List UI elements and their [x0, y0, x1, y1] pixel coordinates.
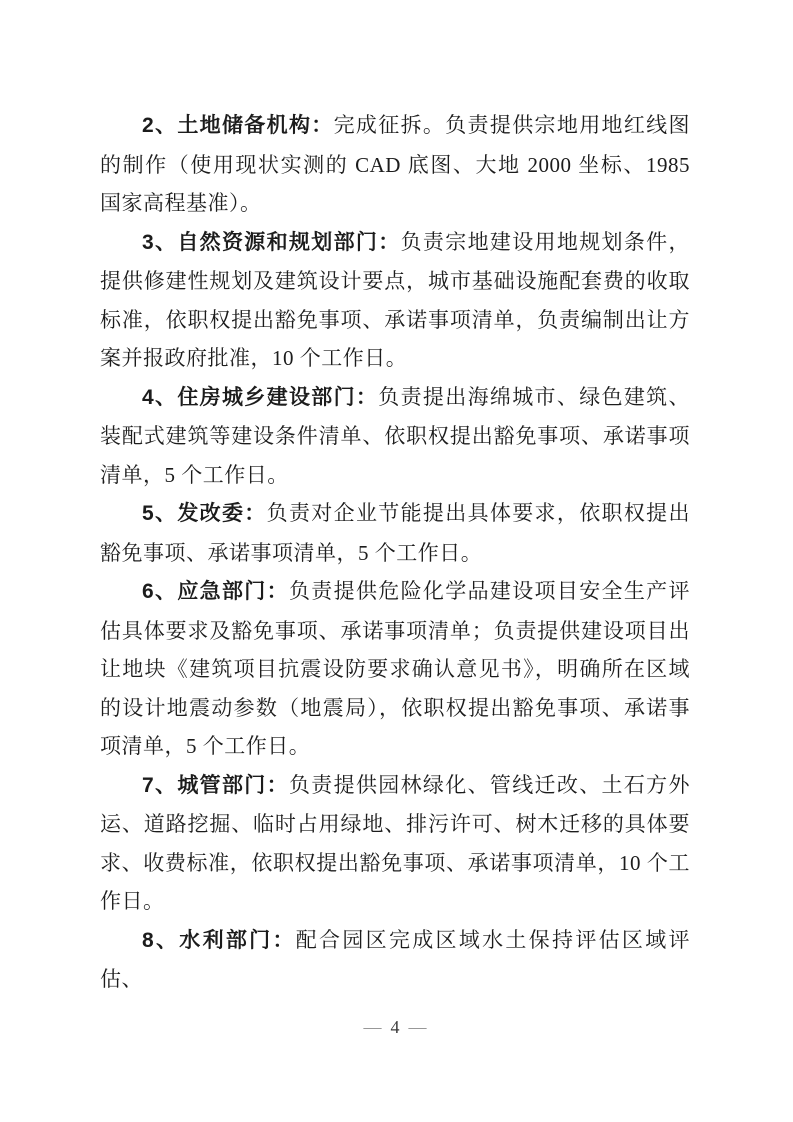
- paragraph-3-text: 负责宗地建设用地规划条件，提供修建性规划及建筑设计要点，城市基础设施配套费的收取标准，依职权提出豁免事项、承诺事项清单，负责编制出让方案并报政府批准，10 个工作日。: [100, 229, 690, 370]
- footer-dash-right: —: [408, 1017, 430, 1037]
- paragraph-7-label: 7、城管部门：: [142, 773, 289, 797]
- paragraph-item-2: [100, 106, 690, 223]
- paragraph-5-text: 负责对企业节能提出具体要求，依职权提出豁免事项、承诺事项清单，5 个工作日。: [100, 501, 690, 565]
- paragraph-3-label: 3、自然资源和规划部门：: [142, 230, 401, 254]
- paragraph-6-label: 6、应急部门：: [142, 580, 289, 603]
- paragraph-5-label: 5、发改委：: [142, 502, 267, 525]
- paragraph-8-label: 8、水利部门：: [142, 928, 296, 952]
- paragraph-item-5: [100, 494, 690, 572]
- paragraph-item-6: [100, 572, 690, 766]
- page-footer: [0, 1012, 793, 1042]
- footer-dash-left: —: [363, 1017, 385, 1037]
- paragraph-item-4: [100, 378, 690, 495]
- paragraph-2-text: 完成征拆。负责提供宗地用地红线图的制作（使用现状实测的 CAD 底图、大地 2000 坐标、1985 国家高程基准）。: [100, 113, 690, 215]
- page-number: 4: [390, 1017, 403, 1037]
- paragraph-item-7: [100, 766, 690, 921]
- paragraph-item-3: [100, 223, 690, 378]
- document-body: [100, 106, 690, 999]
- paragraph-4-label: 4、住房城乡建设部门：: [142, 385, 379, 409]
- paragraph-7-text: 负责提供园林绿化、管线迁改、土石方外运、道路挖掘、临时占用绿地、排污许可、树木迁移的具体要求、收费标准，依职权提出豁免事项、承诺事项清单，10 个工作日。: [100, 772, 691, 913]
- paragraph-6-text: 负责提供危险化学品建设项目安全生产评估具体要求及豁免事项、承诺事项清单；负责提供建设项目出让地块《建筑项目抗震设防要求确认意见书》，明确所在区域的设计地震动参数（地震局），依职权提出豁免事项、承诺事项清单，5 个工作日。: [100, 579, 691, 758]
- paragraph-2-label: 2、土地储备机构：: [142, 114, 334, 137]
- paragraph-8-text: 配合园区完成区域水土保持评估区域评估、: [100, 927, 691, 991]
- paragraph-item-8: [100, 921, 690, 999]
- paragraph-4-text: 负责提出海绵城市、绿色建筑、装配式建筑等建设条件清单、依职权提出豁免事项、承诺事项清单，5 个工作日。: [100, 384, 690, 487]
